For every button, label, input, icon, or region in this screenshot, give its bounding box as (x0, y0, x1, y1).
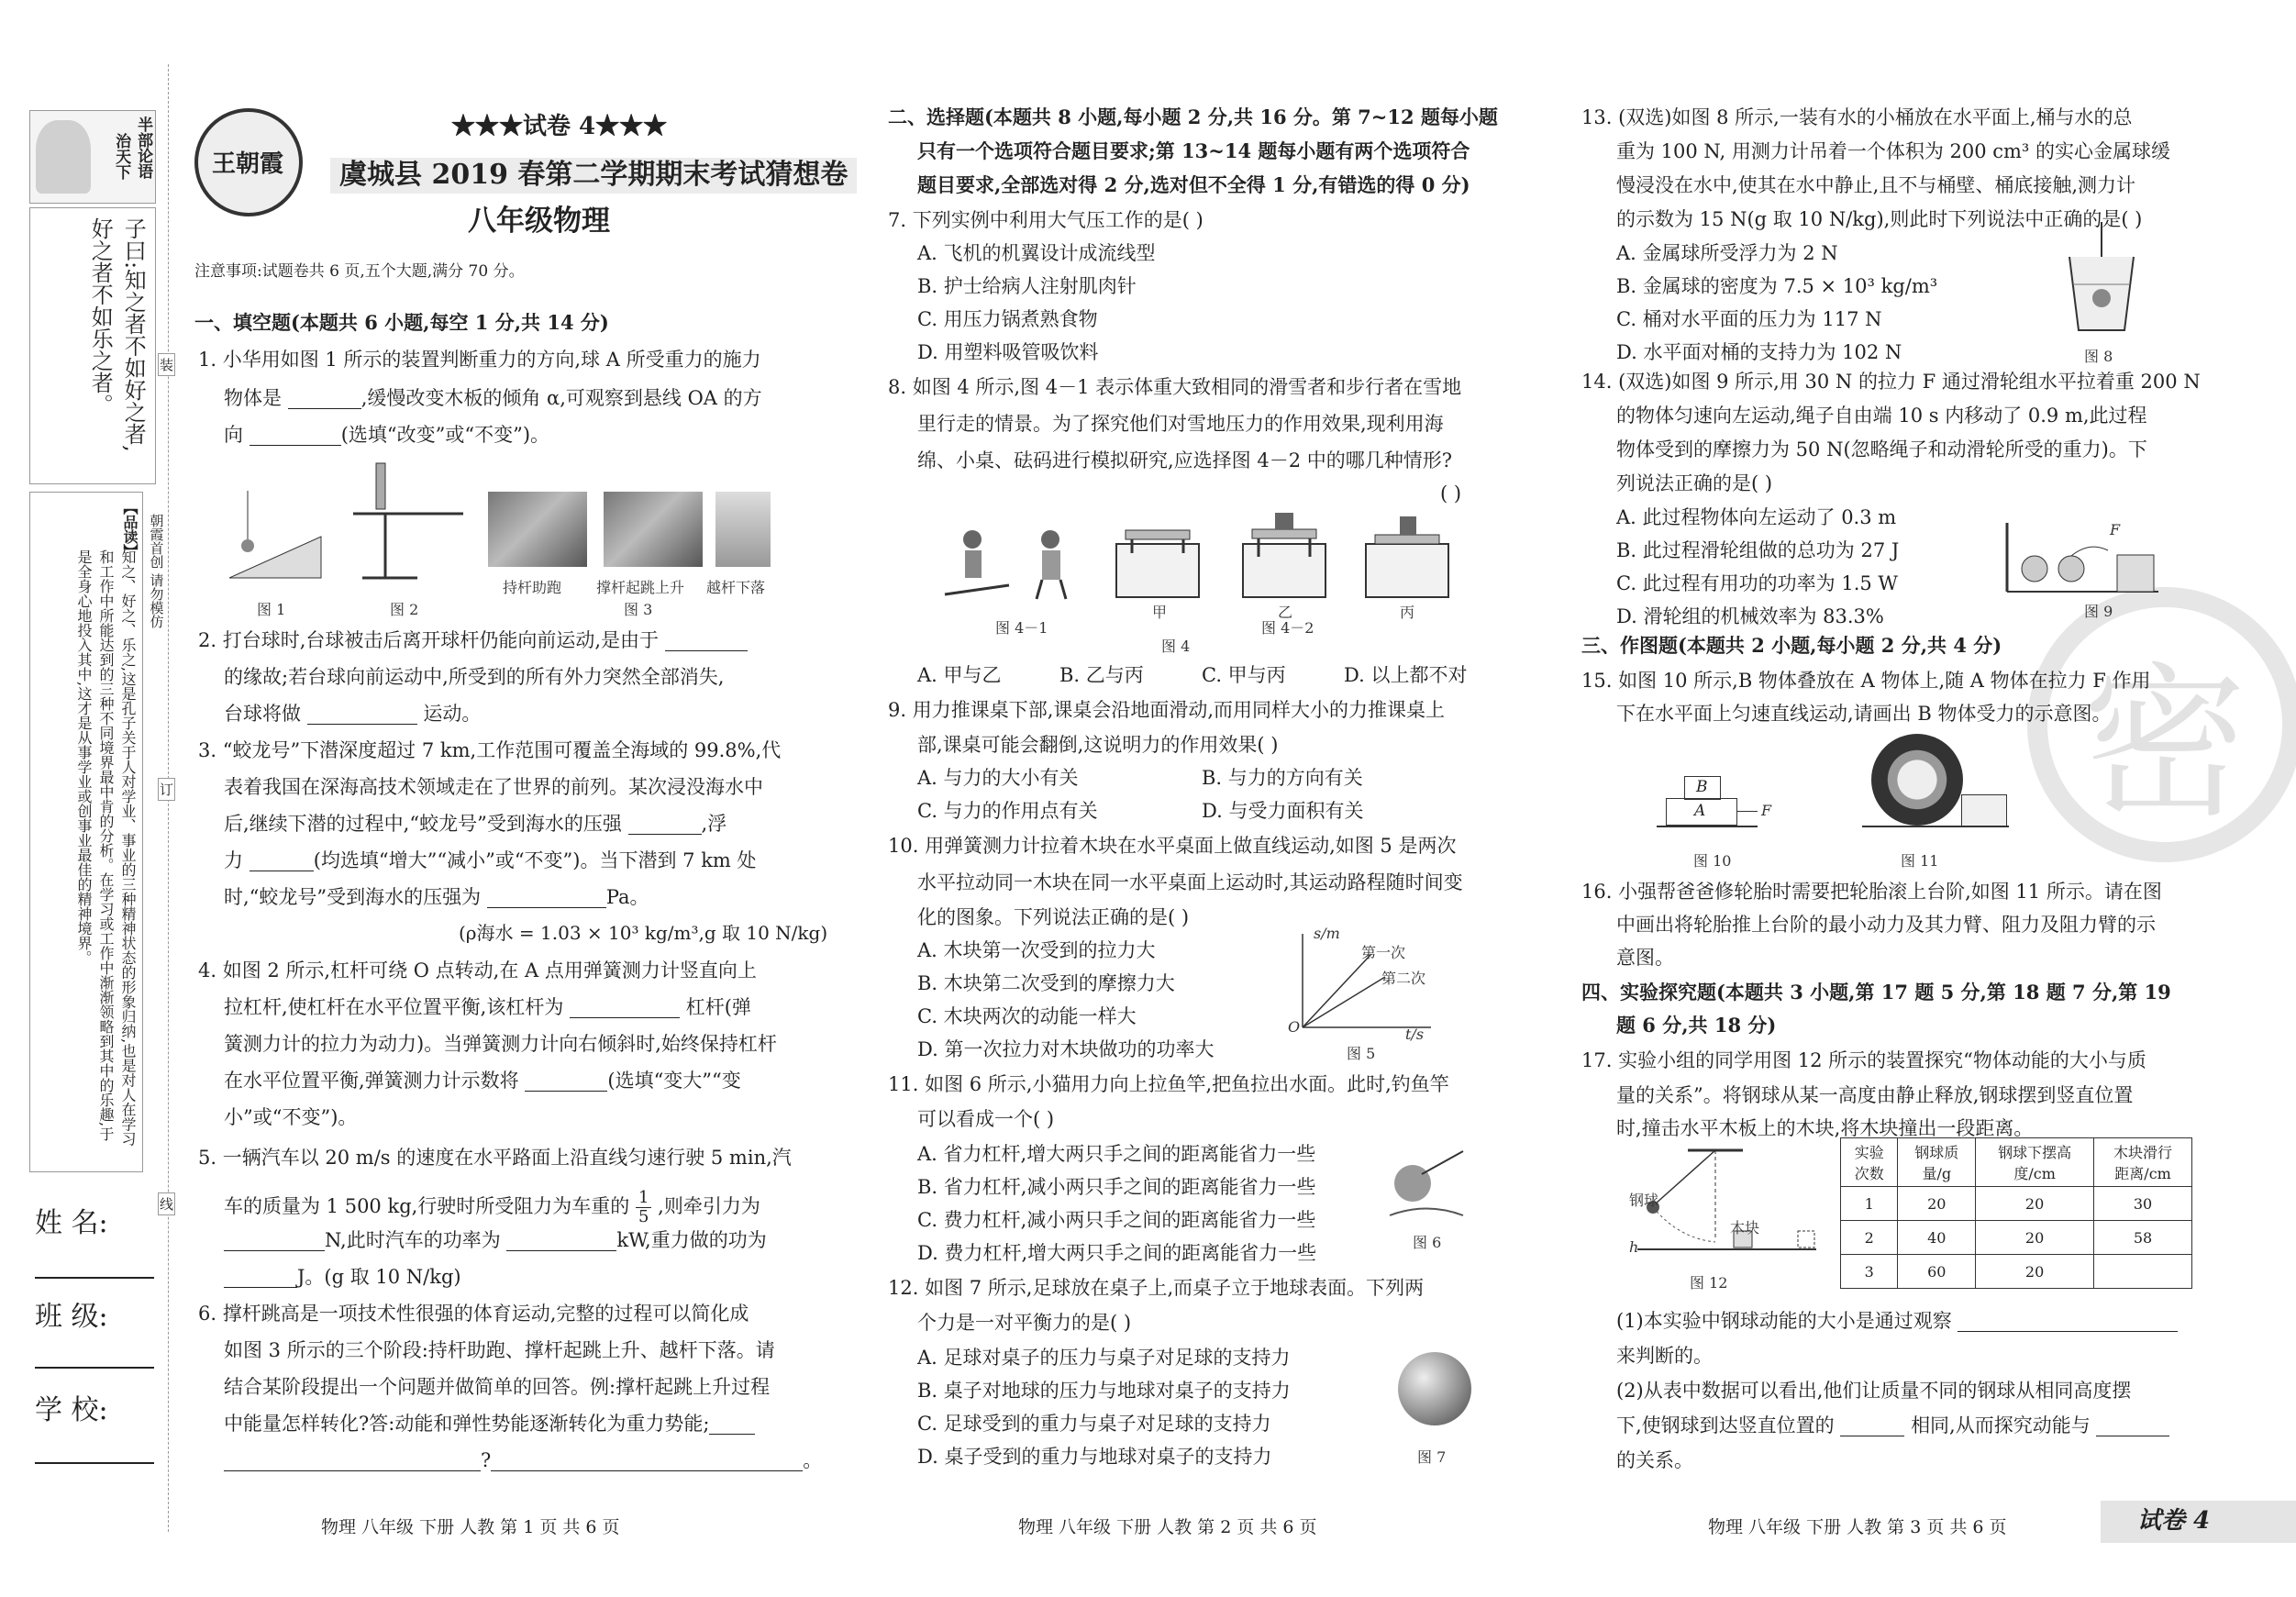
q7-option-d[interactable]: D. 用塑料吸管吸饮料 (917, 341, 1099, 363)
q6-text-a: 中能量怎样转化?答:动能和弹性势能逐渐转化为重力势能; (224, 1413, 710, 1435)
seal-char-3: 线 (158, 1192, 175, 1215)
q12-option-a[interactable]: A. 足球对桌子的压力与桌子对足球的支持力 (917, 1347, 1291, 1369)
q6-blank-1[interactable] (709, 1415, 755, 1435)
table-cell: 30 (2094, 1187, 2192, 1221)
fig1-caption: 图 1 (257, 601, 286, 618)
fig2-caption: 图 2 (390, 601, 419, 618)
page-2-footer: 物理 八年级 下册 人教 第 2 页 共 6 页 (1018, 1517, 1317, 1537)
q9-option-a[interactable]: A. 与力的大小有关 (917, 767, 1079, 789)
fig10-ground (1657, 826, 1758, 827)
q8-option-d[interactable]: D. 以上都不对 (1344, 664, 1468, 686)
q4-line-2 (224, 996, 751, 1018)
table-header-cell: 实验 次数 (1841, 1138, 1898, 1187)
fig7-caption: 图 7 (1417, 1448, 1447, 1466)
q6-line-5 (224, 1449, 822, 1471)
q17-part2-text-a: 下,使钢球到达竖直位置的 (1616, 1414, 1835, 1436)
q13-option-b[interactable]: B. 金属球的密度为 7.5 × 10³ kg/m³ (1616, 275, 1938, 297)
q3-blank-2[interactable] (250, 852, 314, 871)
q12-option-b[interactable]: B. 桌子对地球的压力与地球对桌子的支持力 (917, 1380, 1291, 1402)
fig10-b-label: B (1696, 778, 1708, 796)
watermark-seal-icon: 密 (2027, 587, 2296, 862)
page-1-footer: 物理 八年级 下册 人教 第 1 页 共 6 页 (321, 1517, 620, 1537)
q1-line-3 (224, 424, 549, 446)
fig8-caption: 图 8 (2084, 348, 2113, 365)
q16-line-3: 意图。 (1616, 947, 1674, 969)
photo-fall (715, 492, 771, 567)
q3-line-3 (224, 813, 727, 835)
q15-line-1: 15. 如图 10 所示,B 物体叠放在 A 物体上,随 A 物体在拉力 F 作用 (1581, 670, 2151, 692)
q14-option-a[interactable]: A. 此过程物体向左运动了 0.3 m (1616, 506, 1897, 528)
q10-line-3: 化的图象。下列说法正确的是( ) (917, 906, 1190, 928)
q1-text-d: (选填“改变”或“不变”)。 (340, 424, 550, 446)
q11-option-c[interactable]: C. 费力杠杆,减小两只手之间的距离能省力一些 (917, 1209, 1316, 1231)
q10-line-2: 水平拉动同一木块在同一水平桌面上运动时,其运动路程随时间变 (917, 871, 1463, 893)
q12-line-1: 12. 如图 7 所示,足球放在桌子上,而桌子立于地球表面。下列两 (888, 1277, 1425, 1299)
table-cell: 20 (1976, 1221, 2094, 1255)
q2-line-3 (224, 703, 481, 725)
fig10-block-b (1684, 776, 1721, 800)
reading-label: 【品读】 (121, 500, 139, 559)
fig10-force-label: F (1761, 802, 1772, 819)
badge-top-text: 半部论语 (134, 116, 153, 179)
q17-part2-line-3: 的关系。 (1616, 1449, 1693, 1471)
q13-option-d[interactable]: D. 水平面对桶的支持力为 102 N (1616, 341, 1902, 363)
fig9-force-label: F (2110, 521, 2121, 538)
table-header-cell: 钢球质 量/g (1898, 1138, 1976, 1187)
fig9-caption: 图 9 (2084, 603, 2113, 620)
q5-text-c: N,此时汽车的功率为 (325, 1229, 501, 1251)
q3-line-5 (224, 886, 649, 908)
fig4-caption: 图 4 (1161, 638, 1191, 655)
table-cell: 3 (1841, 1255, 1898, 1289)
q4-blank-2[interactable] (525, 1072, 607, 1092)
q8-option-b[interactable]: B. 乙与丙 (1059, 664, 1144, 686)
q17-blank-3[interactable] (2096, 1417, 2169, 1436)
q2-text-b: 台球将做 (224, 703, 301, 725)
q4-line-4 (224, 1070, 741, 1092)
q15-line-2: 下在水平面上匀速直线运动,请画出 B 物体受力的示意图。 (1616, 703, 2112, 725)
section-2-line-2: 只有一个选项符合题目要求;第 13~14 题每小题有两个选项符合 (917, 139, 1470, 162)
fig3-label-run: 持杆助跑 (503, 579, 562, 596)
q7-option-b[interactable]: B. 护士给病人注射肌肉针 (917, 275, 1137, 297)
footer-exam-tag: 试卷 4 (2137, 1507, 2211, 1535)
fig12-block-label: 木块 (1730, 1219, 1760, 1237)
q6-line-1: 6. 撑杆跳高是一项技术性很强的体育运动,完整的过程可以简化成 (198, 1303, 749, 1325)
photo-run (488, 492, 587, 567)
q14-option-c[interactable]: C. 此过程有用功的功率为 1.5 W (1616, 572, 1899, 594)
q17-line-2: 量的关系”。将钢球从某一高度由静止释放,钢球摆到竖直位置 (1616, 1084, 2134, 1106)
q14-line-1: 14. (双选)如图 9 所示,用 30 N 的拉力 F 通过滑轮组水平拉着重 200 N (1581, 371, 2201, 393)
q17-part1-text: (1)本实验中钢球动能的大小是通过观察 (1616, 1310, 1952, 1332)
q1-blank-1[interactable] (288, 390, 361, 409)
table-row (1841, 1187, 2192, 1221)
table-header-cell: 钢球下摆高 度/cm (1976, 1138, 2094, 1187)
school-field-label: 学 校: (35, 1394, 108, 1426)
q4-text-d: (选填“变大”“变 (607, 1070, 741, 1092)
table-cell: 58 (2094, 1221, 2192, 1255)
q6-line-2: 如图 3 所示的三个阶段:持杆助跑、撑杆起跳上升、越杆下落。请 (224, 1339, 775, 1361)
q17-part2-text-b: 相同,从而探究动能与 (1911, 1414, 2091, 1436)
q5-blank-3[interactable] (224, 1269, 297, 1288)
q3-line-6: (ρ海水 = 1.03 × 10³ kg/m³,g 取 10 N/kg) (459, 922, 828, 944)
confucius-badge (29, 110, 156, 204)
figure-8-bucket (2060, 220, 2143, 339)
q11-line-2: 可以看成一个( ) (917, 1108, 1055, 1130)
table-cell: 20 (1898, 1187, 1976, 1221)
q8-option-c[interactable]: C. 甲与丙 (1202, 664, 1286, 686)
q8-answer-paren[interactable]: ( ) (1440, 482, 1462, 505)
q3-line-2: 表着我国在深海高技术领域走在了世界的前列。某次浸没海水中 (224, 776, 763, 798)
figure-12-pendulum (1633, 1147, 1816, 1257)
q11-option-d[interactable]: D. 费力杠杆,增大两只手之间的距离能省力一些 (917, 1242, 1317, 1264)
q11-line-1: 11. 如图 6 所示,小猫用力向上拉鱼竿,把鱼拉出水面。此时,钓鱼竿 (888, 1073, 1449, 1095)
q1-text-c: 向 (224, 424, 243, 446)
q5-fraction (636, 1189, 651, 1226)
q14-option-b[interactable]: B. 此过程滑轮组做的总功为 27 J (1616, 539, 1900, 561)
q13-option-c[interactable]: C. 桶对水平面的压力为 117 N (1616, 308, 1882, 330)
q10-line-1: 10. 用弹簧测力计拉着木块在水平桌面上做直线运动,如图 5 是两次 (888, 835, 1457, 857)
q12-option-d[interactable]: D. 桌子受到的重力与地球对桌子的支持力 (917, 1446, 1272, 1468)
fig5-y-label: s/m (1314, 925, 1340, 942)
badge-bottom-text: 治天下 (112, 133, 131, 180)
fig10-caption: 图 10 (1693, 852, 1732, 870)
q3-line-1: 3. “蛟龙号”下潜深度超过 7 km,工作范围可覆盖全海域的 99.8%,代 (198, 739, 782, 761)
fig5-origin-label: O (1288, 1018, 1301, 1036)
q2-text-a: 2. 打台球时,台球被击后离开球杆仍能向前运动,是由于 (198, 629, 660, 651)
q8-line-2: 里行走的情景。为了探究他们对雪地压力的作用效果,现利用海 (917, 413, 1444, 435)
q7-option-c[interactable]: C. 用压力锅煮熟食物 (917, 308, 1098, 330)
seal-char-2: 订 (158, 778, 175, 801)
q4-text-b: 杠杆(弹 (685, 996, 751, 1018)
q10-option-c[interactable]: C. 木块两次的动能一样大 (917, 1005, 1137, 1027)
school-field-line[interactable] (35, 1462, 154, 1464)
experiment-table (1840, 1137, 2192, 1289)
logo (194, 108, 303, 216)
exam-tag: ★★★试卷 4★★★ (451, 113, 668, 140)
q17-part2-line-2 (1616, 1414, 2169, 1436)
q1-text-b: ,缓慢改变木板的倾角 α,可观察到悬线 OA 的方 (360, 387, 762, 409)
q2-blank-1[interactable] (665, 632, 748, 651)
q3-blank-1[interactable] (628, 815, 702, 835)
q14-line-4: 列说法正确的是( ) (1616, 472, 1773, 494)
quote-line-1: 子曰:知之者不如好之者, (120, 217, 147, 452)
figure-9-pulley (1998, 514, 2163, 596)
q1-text-a: 物体是 (224, 387, 282, 409)
figure-4-2-jia (1112, 521, 1203, 599)
figure-4-2-yi (1238, 509, 1330, 599)
q10-option-b[interactable]: B. 木块第二次受到的摩擦力大 (917, 972, 1175, 994)
q4-blank-1[interactable] (570, 999, 680, 1018)
fig11-ground (1862, 826, 2009, 827)
table-header-cell: 木块滑行 距离/cm (2094, 1138, 2192, 1187)
q9-option-b[interactable]: B. 与力的方向有关 (1202, 767, 1363, 789)
fig10-a-label: A (1694, 802, 1706, 820)
q3-text-b: ,浮 (701, 813, 727, 835)
q2-line-2: 的缘故;若台球向前运动中,所受到的所有外力突然全部消失, (224, 666, 725, 688)
fig5-x-label: t/s (1405, 1026, 1425, 1043)
fig4-jia-label: 甲 (1152, 604, 1168, 621)
q7-option-a[interactable]: A. 飞机的机翼设计成流线型 (917, 242, 1156, 264)
q5-text-b: ,则牵引力为 (658, 1194, 760, 1217)
reading-text: 知之、好之、乐之,这是孔子关于人对学业、事业的三种精神状态的形象归纳,也是对人在学习和工作中所能达到的三种不同境界最中肯的分析。在学习或工作中渐渐领略到其中的乐趣,于是全身心地投入其中,这才是从事学业或创事业最佳的精神境界。 (75, 549, 137, 1147)
table-cell: 20 (1976, 1187, 2094, 1221)
q3-blank-3[interactable] (487, 889, 606, 908)
logo-text: 王朝霞 (211, 150, 283, 178)
q5-text-d: kW,重力做的功为 (616, 1229, 767, 1251)
fig12-height-label: h (1629, 1238, 1639, 1256)
fig5-series-1-label: 第一次 (1361, 944, 1406, 961)
q2-blank-2[interactable] (307, 705, 417, 725)
side-note: 朝霞首创 请勿模仿 (148, 514, 165, 628)
q17-line-3: 时,撞击水平木板上的木块,将木块撞出一段距离。 (1616, 1117, 2034, 1139)
q14-option-d[interactable]: D. 滑轮组的机械效率为 83.3% (1616, 605, 1884, 627)
fig5-series-2-label: 第二次 (1381, 970, 1426, 987)
quote-box (29, 207, 156, 484)
section-2-line-3: 题目要求,全部选对得 2 分,选对但不全得 1 分,有错选的得 0 分) (917, 173, 1470, 196)
seal-char-1: 装 (158, 353, 175, 376)
fig6-caption: 图 6 (1413, 1234, 1442, 1251)
fig11-caption: 图 11 (1901, 852, 1939, 870)
figure-4-1-snow (936, 521, 1092, 604)
fig4-yi-label: 乙 (1278, 604, 1293, 621)
figure-4-2-bing (1361, 509, 1453, 599)
section-4-line-1: 四、实验探究题(本题共 3 小题,第 17 题 5 分,第 18 题 7 分,第 19 (1581, 981, 2171, 1004)
q6-blank-2[interactable] (224, 1452, 481, 1471)
q14-line-3: 物体受到的摩擦力为 50 N(忽略绳子和动滑轮所受的重力)。下 (1616, 438, 2147, 460)
table-cell: 1 (1841, 1187, 1898, 1221)
table-cell-empty[interactable] (2094, 1255, 2192, 1289)
figure-6-fishing-cat (1385, 1147, 1468, 1220)
fig4-bing-label: 丙 (1400, 604, 1415, 621)
table-cell: 60 (1898, 1255, 1976, 1289)
fig12-ball-label: 钢球 (1629, 1192, 1659, 1209)
fig5-caption: 图 5 (1347, 1045, 1376, 1062)
fig3-label-fall: 越杆下落 (706, 579, 766, 596)
q9-line-1: 9. 用力推课桌下部,课桌会沿地面滑动,而用同样大小的力推课桌上 (888, 699, 1446, 721)
q17-blank-1[interactable] (1958, 1313, 2178, 1332)
q2-text-c: 运动。 (423, 703, 482, 725)
q3-text-c: 力 (224, 849, 243, 871)
q13-line-1: 13. (双选)如图 8 所示,一装有水的小桶放在水平面上,桶与水的总 (1581, 106, 2133, 128)
q12-line-2: 个力是一对平衡力的是( ) (917, 1312, 1132, 1334)
q11-option-b[interactable]: B. 省力杠杆,减小两只手之间的距离能省力一些 (917, 1176, 1316, 1198)
q3-text-e: 时,“蛟龙号”受到海水的压强为 (224, 886, 482, 908)
table-cell: 40 (1898, 1221, 1976, 1255)
table-cell: 20 (1976, 1255, 2094, 1289)
q17-part1-line-1 (1616, 1310, 2178, 1332)
name-field-line[interactable] (35, 1277, 154, 1279)
q6-line-3: 结合某阶段提出一个问题并做简单的回答。例:撑杆起跳上升过程 (224, 1376, 771, 1398)
name-field-label: 姓 名: (35, 1207, 108, 1239)
q4-text-c: 在水平位置平衡,弹簧测力计示数将 (224, 1070, 519, 1092)
q5-line-4 (224, 1266, 461, 1288)
class-field-label: 班 级: (35, 1301, 108, 1333)
table-cell: 2 (1841, 1221, 1898, 1255)
q7-stem: 7. 下列实例中利用大气压工作的是( ) (888, 209, 1203, 231)
q5-text-a: 车的质量为 1 500 kg,行驶时所受阻力为车重的 (224, 1194, 630, 1217)
q4-line-1: 4. 如图 2 所示,杠杆可绕 O 点转动,在 A 点用弹簧测力计竖直向上 (198, 959, 757, 981)
q6-blank-3[interactable] (491, 1452, 803, 1471)
q5-line-1: 5. 一辆汽车以 20 m/s 的速度在水平路面上沿直线匀速行驶 5 min,汽 (198, 1147, 792, 1169)
quote-line-2: 好之者不如乐之者。 (87, 217, 114, 416)
q6-text-c: 。 (803, 1449, 823, 1471)
section-4-line-2: 题 6 分,共 18 分) (1616, 1014, 1777, 1037)
reading-box (29, 492, 143, 1172)
q6-line-4 (224, 1413, 755, 1435)
fig3-label-rise: 撑杆起跳上升 (596, 579, 685, 596)
confucius-avatar-icon (36, 120, 91, 194)
q10-option-d[interactable]: D. 第一次拉力对木块做功的功率大 (917, 1038, 1215, 1060)
q12-option-c[interactable]: C. 足球受到的重力与桌子对足球的支持力 (917, 1413, 1271, 1435)
subject-title: 八年级物理 (468, 205, 610, 238)
q17-blank-2[interactable] (1840, 1417, 1904, 1436)
q13-line-2: 重为 100 N, 用测力计吊着一个体积为 200 cm³ 的实心金属球缓 (1616, 140, 2171, 162)
fig4-2-caption: 图 4－2 (1261, 619, 1314, 637)
q4-line-3: 簧测力计的拉力为动力)。当弹簧测力计向右倾斜时,始终保持杠杆 (224, 1033, 777, 1055)
q5-blank-1[interactable] (224, 1232, 325, 1251)
q5-fraction-den: 5 (638, 1206, 649, 1226)
q11-option-a[interactable]: A. 省力杠杆,增大两只手之间的距离能省力一些 (917, 1143, 1316, 1165)
q1-blank-2[interactable] (250, 427, 341, 446)
q5-line-2 (224, 1189, 760, 1226)
q14-line-2: 的物体匀速向左运动,绳子自由端 10 s 内移动了 0.9 m,此过程 (1616, 405, 2147, 427)
q16-line-1: 16. 小强帮爸爸修轮胎时需要把轮胎滚上台阶,如图 11 所示。请在图 (1581, 881, 2162, 903)
q3-line-4 (224, 849, 757, 871)
q8-option-a[interactable]: A. 甲与乙 (917, 664, 1002, 686)
fig4-1-caption: 图 4－1 (995, 619, 1048, 637)
fig11-tire-icon (1871, 734, 1963, 826)
q5-blank-2[interactable] (506, 1232, 616, 1251)
fig3-caption: 图 3 (624, 601, 653, 618)
q9-option-d[interactable]: D. 与受力面积有关 (1202, 800, 1364, 822)
fig10-force-arrow (1737, 811, 1758, 812)
table-row (1841, 1255, 2192, 1289)
class-field-line[interactable] (35, 1367, 154, 1369)
fig11-step (1961, 794, 2007, 826)
table-row (1841, 1221, 2192, 1255)
q3-text-a: 后,继续下潜的过程中,“蛟龙号”受到海水的压强 (224, 813, 622, 835)
figure-7-globe-icon (1398, 1352, 1471, 1425)
q13-line-4: 的示数为 15 N(g 取 10 N/kg),则此时下列说法中正确的是( ) (1616, 208, 2143, 230)
q3-text-d: (均选填“增大”“减小”或“不变”)。当下潜到 7 km 处 (313, 849, 757, 871)
q13-line-3: 慢浸没在水中,使其在水中静止,且不与桶壁、桶底接触,测力计 (1616, 174, 2136, 196)
q10-option-a[interactable]: A. 木块第一次受到的拉力大 (917, 939, 1156, 961)
q17-part2-line-1: (2)从表中数据可以看出,他们让质量不同的钢球从相同高度摆 (1616, 1380, 2132, 1402)
q5-text-e: J。(g 取 10 N/kg) (297, 1266, 461, 1288)
section-1-heading: 一、填空题(本题共 6 小题,每空 1 分,共 14 分) (194, 311, 609, 334)
figure-2-lever (344, 459, 472, 587)
q9-option-c[interactable]: C. 与力的作用点有关 (917, 800, 1098, 822)
q1-line-2 (224, 387, 762, 409)
exam-title: 虞城县 2019 春第二学期期末考试猜想卷 (330, 158, 857, 194)
q3-text-f: Pa。 (605, 886, 649, 908)
q17-part1-line-2: 来判断的。 (1616, 1345, 1713, 1367)
figure-1-incline (225, 486, 326, 582)
notice: 注意事项:试题卷共 6 页,五个大题,满分 70 分。 (194, 262, 525, 281)
table-header-row (1841, 1138, 2192, 1187)
q5-line-3 (224, 1229, 767, 1251)
q1-line-1: 1. 小华用如图 1 所示的装置判断重力的方向,球 A 所受重力的施力 (198, 349, 761, 371)
q17-line-1: 17. 实验小组的同学用图 12 所示的装置探究“物体动能的大小与质 (1581, 1049, 2146, 1071)
q9-line-2: 部,课桌可能会翻倒,这说明力的作用效果( ) (917, 734, 1279, 756)
q4-text-a: 拉杠杆,使杠杆在水平位置平衡,该杠杆为 (224, 996, 564, 1018)
q5-fraction-num: 1 (636, 1189, 651, 1208)
page-3-footer: 物理 八年级 下册 人教 第 3 页 共 6 页 (1708, 1517, 2007, 1537)
q8-line-1: 8. 如图 4 所示,图 4－1 表示体重大致相同的滑雪者和步行者在雪地 (888, 376, 1462, 398)
fig10-block-a (1666, 798, 1737, 826)
section-2-line-1: 二、选择题(本题共 8 小题,每小题 2 分,共 16 分。第 7~12 题每小题 (888, 105, 1498, 128)
q16-line-2: 中画出将轮胎推上台阶的最小动力及其力臂、阻力及阻力臂的示 (1616, 914, 2156, 936)
photo-rise (604, 492, 703, 567)
q6-text-b: ? (481, 1449, 492, 1471)
fig12-caption: 图 12 (1690, 1274, 1728, 1292)
section-3-heading: 三、作图题(本题共 2 小题,每小题 2 分,共 4 分) (1581, 634, 2002, 657)
q4-line-5: 小”或“不变”)。 (224, 1106, 358, 1128)
q13-option-a[interactable]: A. 金属球所受浮力为 2 N (1616, 242, 1838, 264)
q2-line-1 (198, 629, 748, 651)
q8-line-3: 绵、小桌、砝码进行模拟研究,应选择图 4－2 中的哪几种情形? (917, 449, 1453, 471)
